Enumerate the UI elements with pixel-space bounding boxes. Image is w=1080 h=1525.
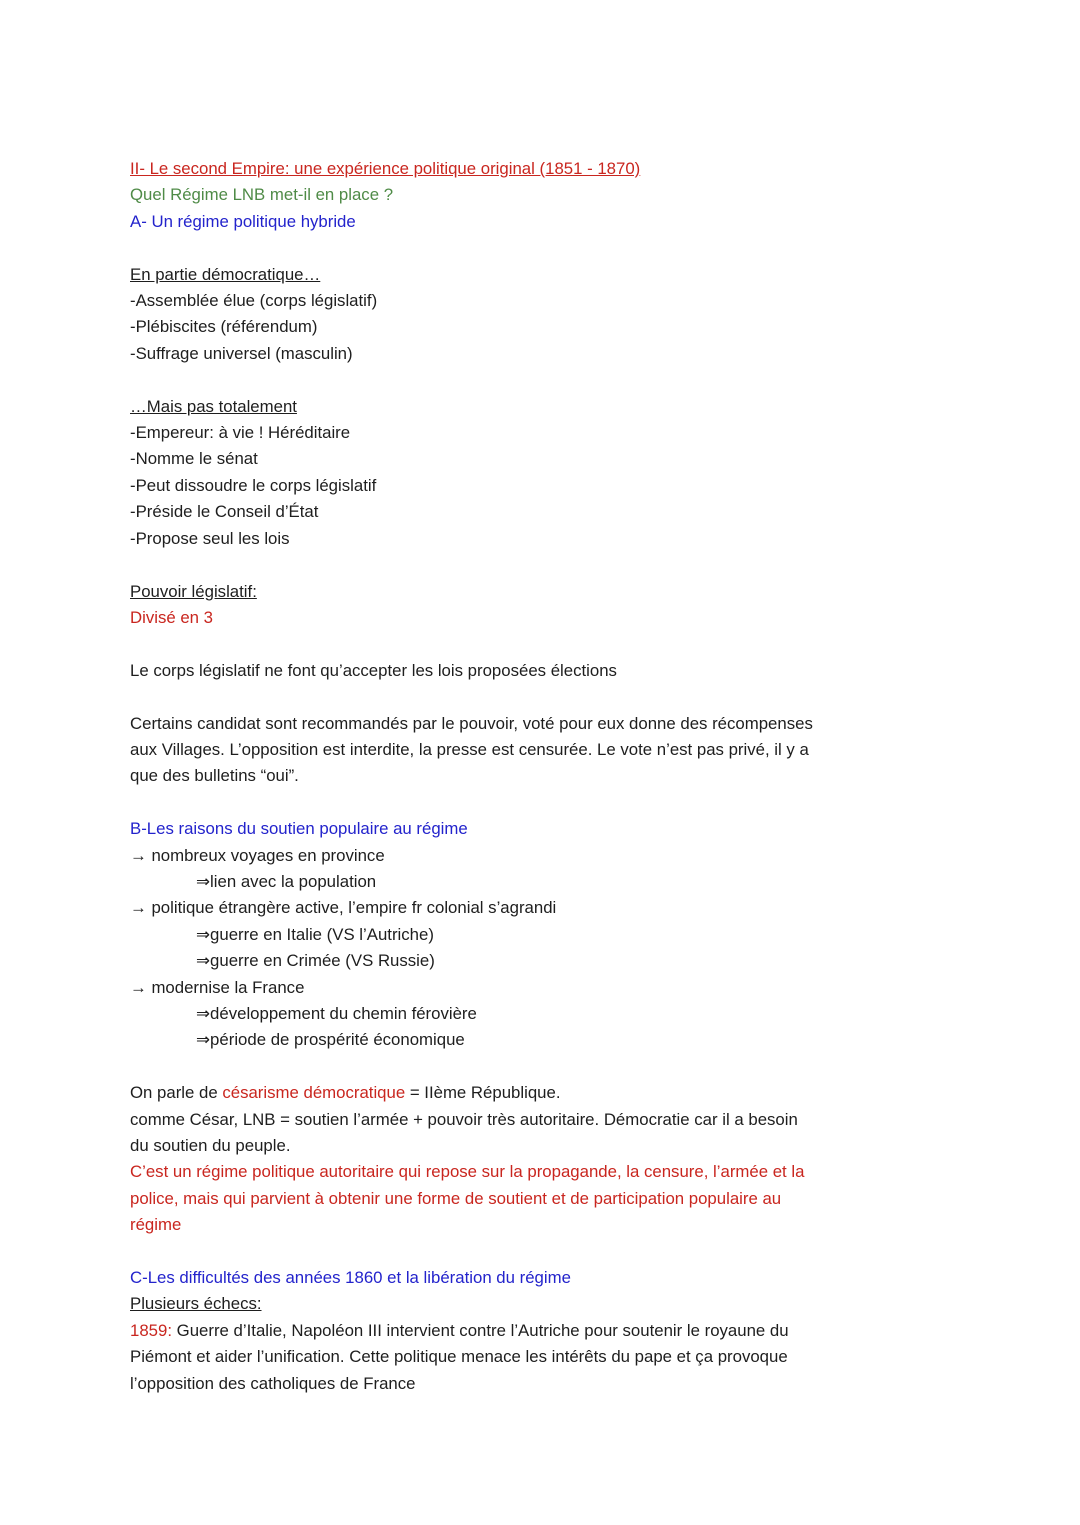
doc-text-segment: B-Les raisons du soutien populaire au régime (130, 819, 468, 839)
doc-text-segment: police, mais qui parvient à obtenir une forme de soutient et de participation populaire au (130, 1188, 782, 1208)
doc-line (130, 816, 1050, 842)
doc-text-segment: C-Les difficultés des années 1860 et la libération du régime (130, 1268, 571, 1288)
doc-text-segment: Quel Régime LNB met-il en place ? (130, 185, 394, 205)
doc-text-segment: → modernise la France (130, 977, 305, 997)
doc-line (130, 763, 1050, 789)
doc-text-segment: Piémont et aider l’unification. Cette politique menace les intérêts du pape et ça provoque (130, 1347, 788, 1367)
doc-line (130, 262, 1050, 288)
doc-text-segment: ⇒lien avec la population (196, 871, 377, 891)
doc-line (130, 605, 1050, 631)
doc-line (130, 684, 1050, 710)
doc-line (130, 948, 1050, 974)
doc-text-segment: A- Un régime politique hybride (130, 211, 356, 231)
doc-line (130, 843, 1050, 869)
doc-line (130, 1001, 1050, 1027)
document-lines (130, 156, 1050, 1397)
doc-text-segment: 1859: (130, 1320, 172, 1340)
doc-line (130, 1318, 1050, 1344)
doc-text-segment: Le corps législatif ne font qu’accepter les lois proposées élections (130, 660, 617, 680)
doc-line (130, 288, 1050, 314)
doc-text-segment: -Nomme le sénat (130, 449, 258, 469)
doc-line (130, 975, 1050, 1001)
doc-line (130, 1186, 1050, 1212)
doc-line (130, 209, 1050, 235)
doc-text-segment: En partie démocratique… (130, 264, 321, 284)
doc-line (130, 182, 1050, 208)
doc-text-segment: Pouvoir législatif: (130, 581, 257, 601)
doc-line (130, 526, 1050, 552)
doc-line (130, 1107, 1050, 1133)
doc-text-segment: …Mais pas totalement (130, 396, 297, 416)
doc-line (130, 737, 1050, 763)
doc-line (130, 1133, 1050, 1159)
doc-line (130, 367, 1050, 393)
doc-line (130, 1080, 1050, 1106)
doc-line (130, 1027, 1050, 1053)
doc-text-segment: -Préside le Conseil d’État (130, 502, 319, 522)
doc-line (130, 473, 1050, 499)
doc-text-segment: On parle de (130, 1083, 223, 1103)
doc-text-segment: -Plébiscites (référendum) (130, 317, 318, 337)
doc-text-segment: césarisme démocratique (222, 1083, 406, 1103)
doc-line (130, 895, 1050, 921)
doc-text-segment: ⇒guerre en Crimée (VS Russie) (196, 951, 435, 971)
doc-line (130, 1159, 1050, 1185)
doc-text-segment: aux Villages. L’opposition est interdite, la presse est censurée. Le vote n’est pas privé, il y a (130, 739, 809, 759)
doc-line (130, 499, 1050, 525)
doc-line (130, 314, 1050, 340)
doc-line (130, 922, 1050, 948)
doc-line (130, 1212, 1050, 1238)
doc-line (130, 869, 1050, 895)
doc-text-segment: l’opposition des catholiques de France (130, 1373, 416, 1393)
doc-text-segment: → nombreux voyages en province (130, 845, 385, 865)
doc-line (130, 1054, 1050, 1080)
doc-line (130, 446, 1050, 472)
doc-text-segment: = IIème République. (405, 1083, 561, 1103)
doc-text-segment: ⇒guerre en Italie (VS l’Autriche) (196, 924, 434, 944)
doc-text-segment: -Empereur: à vie ! Héréditaire (130, 423, 351, 443)
doc-line (130, 790, 1050, 816)
doc-text-segment: Plusieurs échecs: (130, 1294, 262, 1314)
doc-line (130, 631, 1050, 657)
doc-text-segment: Divisé en 3 (130, 607, 214, 627)
doc-text-segment: comme César, LNB = soutien l’armée + pouvoir très autoritaire. Démocratie car il a besoin (130, 1109, 798, 1129)
doc-text-segment: -Propose seul les lois (130, 528, 290, 548)
doc-text-segment: -Peut dissoudre le corps législatif (130, 475, 377, 495)
doc-line (130, 552, 1050, 578)
doc-text-segment: que des bulletins “oui”. (130, 766, 299, 786)
doc-text-segment: -Assemblée élue (corps législatif) (130, 291, 378, 311)
doc-line (130, 156, 1050, 182)
doc-text-segment: -Suffrage universel (masculin) (130, 343, 353, 363)
doc-text-segment: ⇒période de prospérité économique (196, 1030, 465, 1050)
doc-text-segment: Guerre d’Italie, Napoléon III intervient contre l’Autriche pour soutenir le royaune du (172, 1320, 789, 1340)
doc-line (130, 341, 1050, 367)
doc-line (130, 658, 1050, 684)
doc-text-segment: Certains candidat sont recommandés par le pouvoir, voté pour eux donne des récompenses (130, 713, 813, 733)
doc-line (130, 420, 1050, 446)
doc-line (130, 394, 1050, 420)
doc-line (130, 1239, 1050, 1265)
doc-line (130, 1265, 1050, 1291)
doc-text-segment: → politique étrangère active, l’empire fr colonial s’agrandi (130, 898, 557, 918)
doc-line (130, 711, 1050, 737)
doc-text-segment: ⇒développement du chemin férovière (196, 1004, 477, 1023)
doc-text-segment: du soutien du peuple. (130, 1136, 291, 1156)
doc-text-segment: C’est un régime politique autoritaire qui repose sur la propagande, la censure, l’armée et la (130, 1162, 805, 1182)
doc-text-segment: régime (130, 1215, 182, 1235)
doc-line (130, 1371, 1050, 1397)
doc-text-segment: II- Le second Empire: une expérience politique original (1851 - 1870) (130, 159, 641, 178)
doc-line (130, 1344, 1050, 1370)
doc-line (130, 235, 1050, 261)
doc-line (130, 579, 1050, 605)
doc-line (130, 1291, 1050, 1317)
